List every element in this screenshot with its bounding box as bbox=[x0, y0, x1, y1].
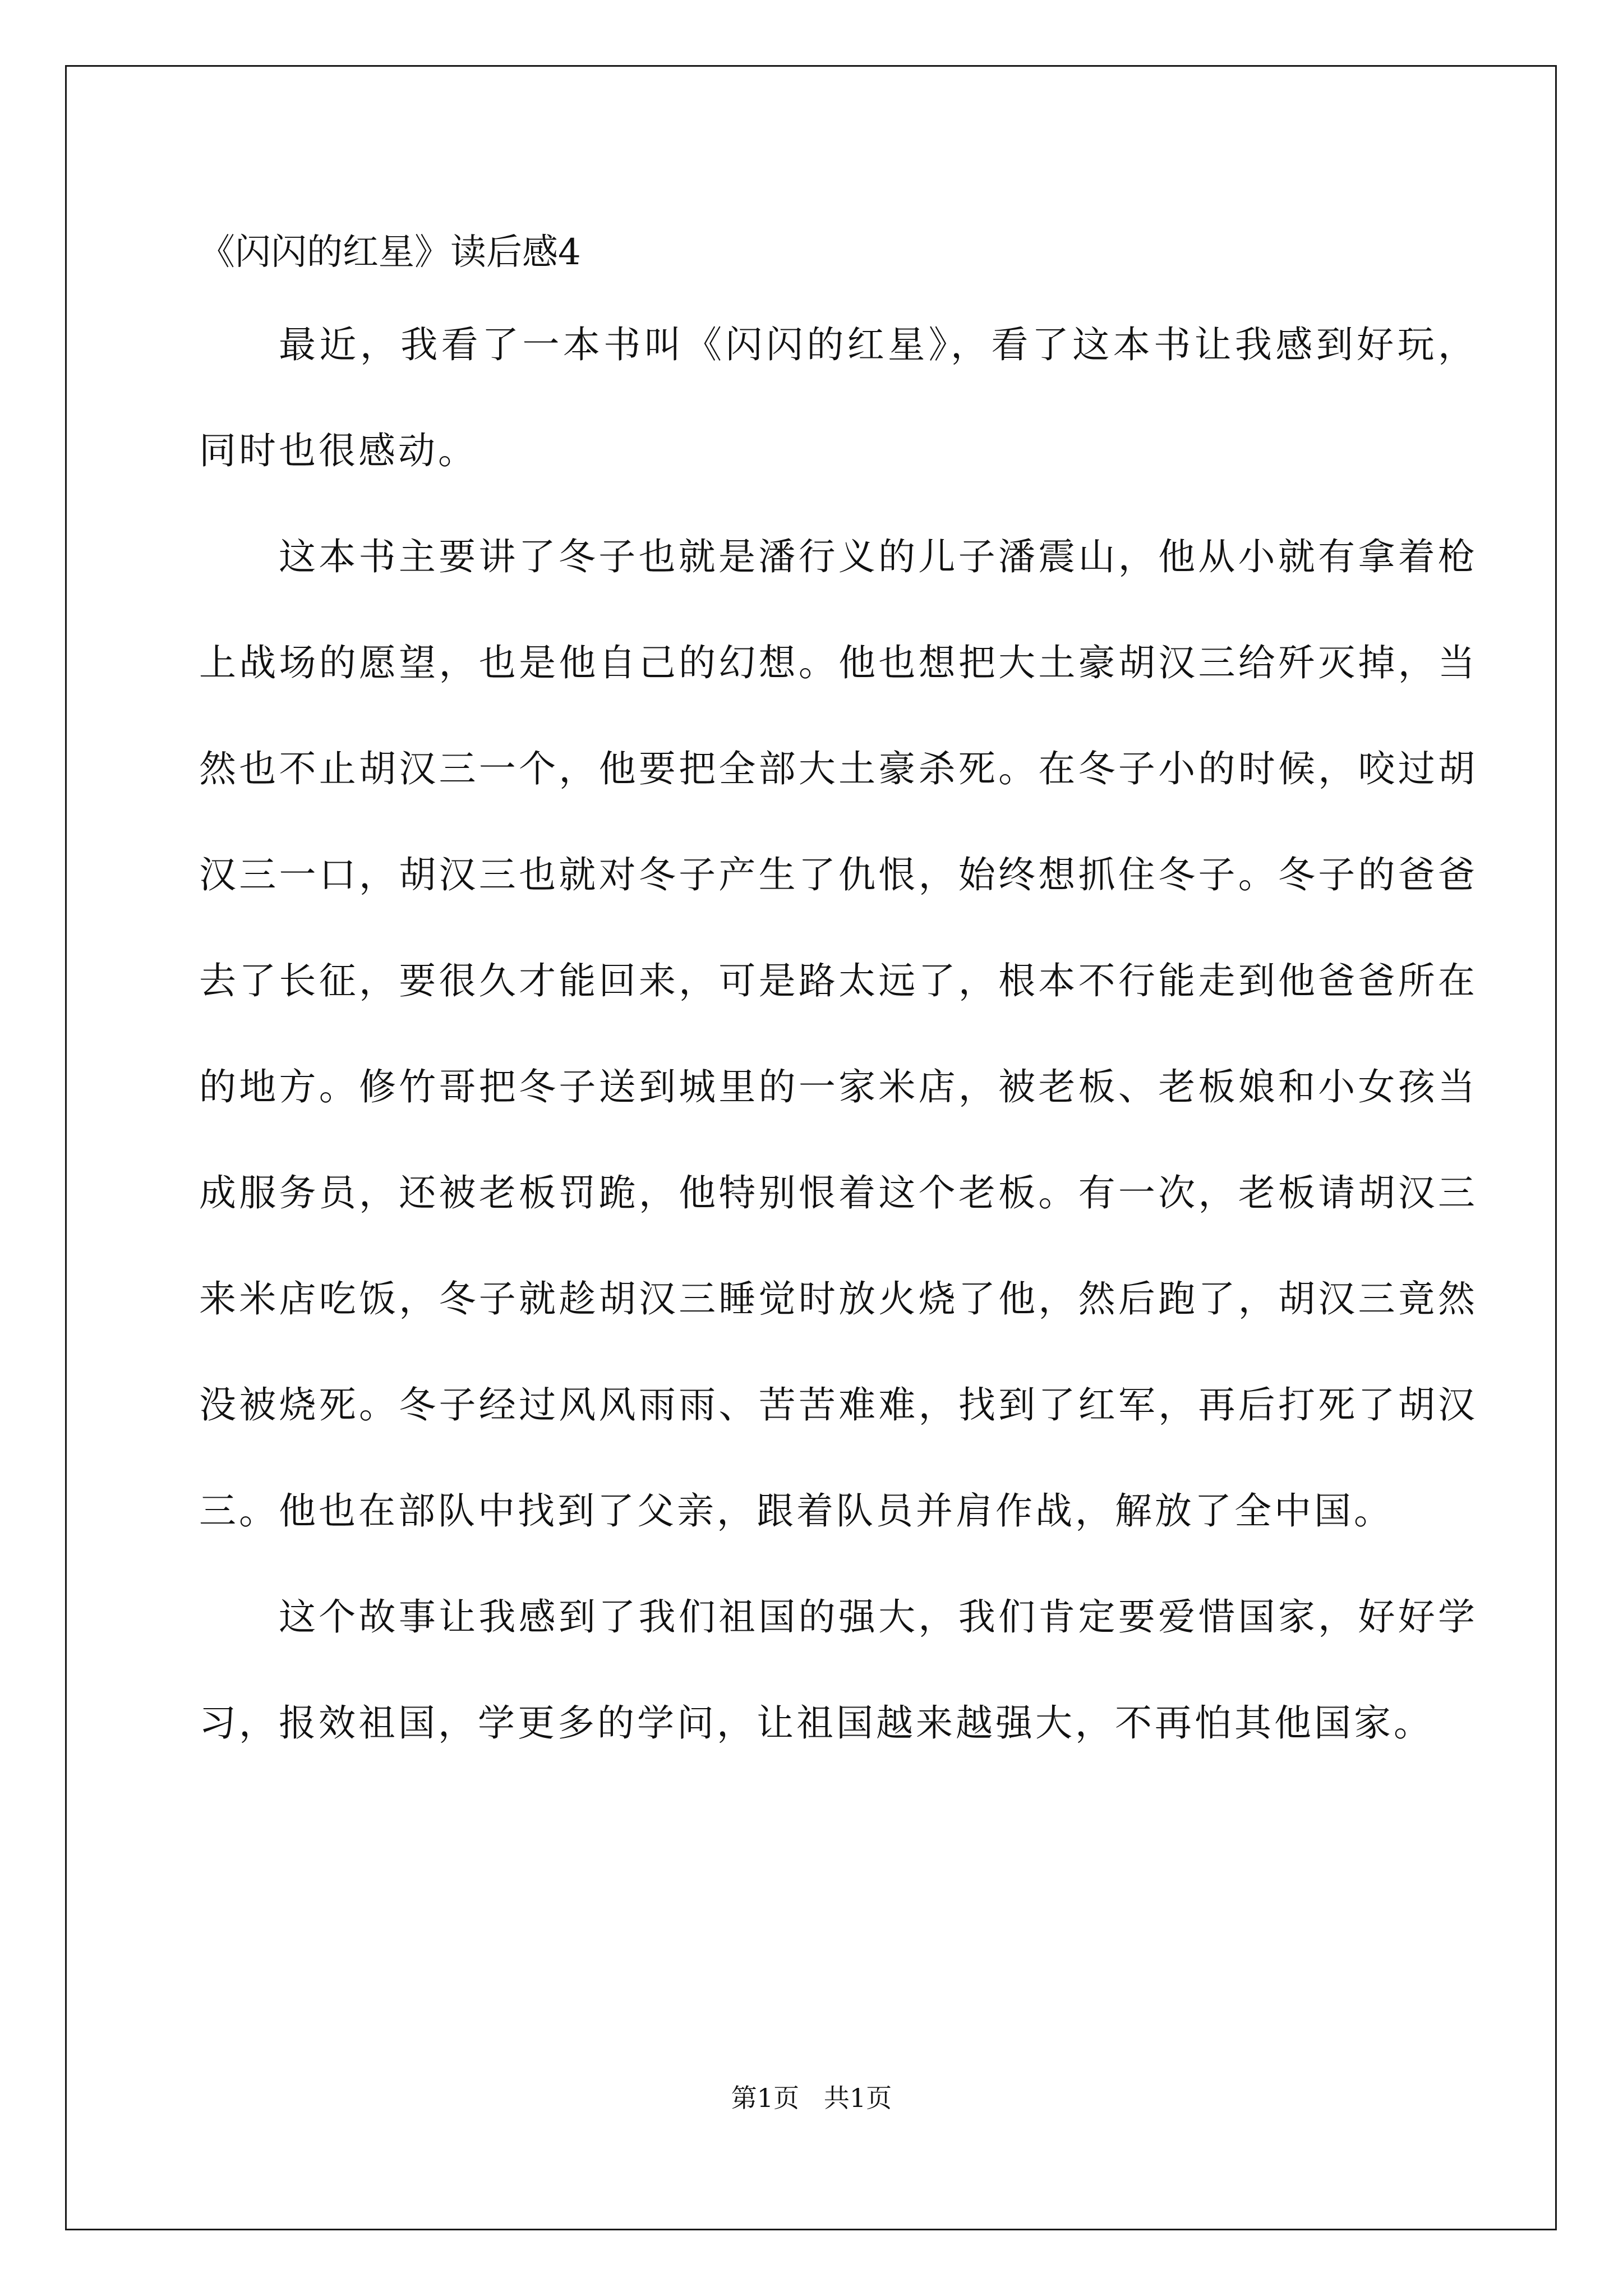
document-body bbox=[199, 292, 1478, 1776]
paragraph-1: 最近，我看了一本书叫《闪闪的红星》，看了这本书让我感到好玩，同时也很感动。 bbox=[199, 323, 1478, 472]
document-title: 《闪闪的红星》读后感4 bbox=[199, 232, 581, 273]
page-number-footer: 第1页 共1页 bbox=[731, 2083, 892, 2113]
paragraph-3: 这个故事让我感到了我们祖国的强大，我们肯定要爱惜国家，好好学习，报效祖国，学更多的学问，让祖国越来越强大，不再怕其他国家。 bbox=[199, 1595, 1478, 1745]
paragraph-2: 这本书主要讲了冬子也就是潘行义的儿子潘震山，他从小就有拿着枪上战场的愿望，也是他自己的幻想。他也想把大土豪胡汉三给歼灭掉，当然也不止胡汉三一个，他要把全部大土豪杀死。在冬子小的时候，咬过胡汉三一口，胡汉三也就对冬子产生了仇恨，始终想抓住冬子。冬子的爸爸去了长征，要很久才能回来，可是路太远了，根本不行能走到他爸爸所在的地方。修竹哥把冬子送到城里的一家米店，被老板、老板娘和小女孩当成服务员，还被老板罚跪，他特别恨着这个老板。有一次，老板请胡汉三来米店吃饭，冬子就趁胡汉三睡觉时放火烧了他，然后跑了，胡汉三竟然没被烧死。冬子经过风风雨雨、苦苦难难，找到了红军，再后打死了胡汉三。他也在部队中找到了父亲，跟着队员并肩作战，解放了全中国。 bbox=[199, 535, 1478, 1533]
